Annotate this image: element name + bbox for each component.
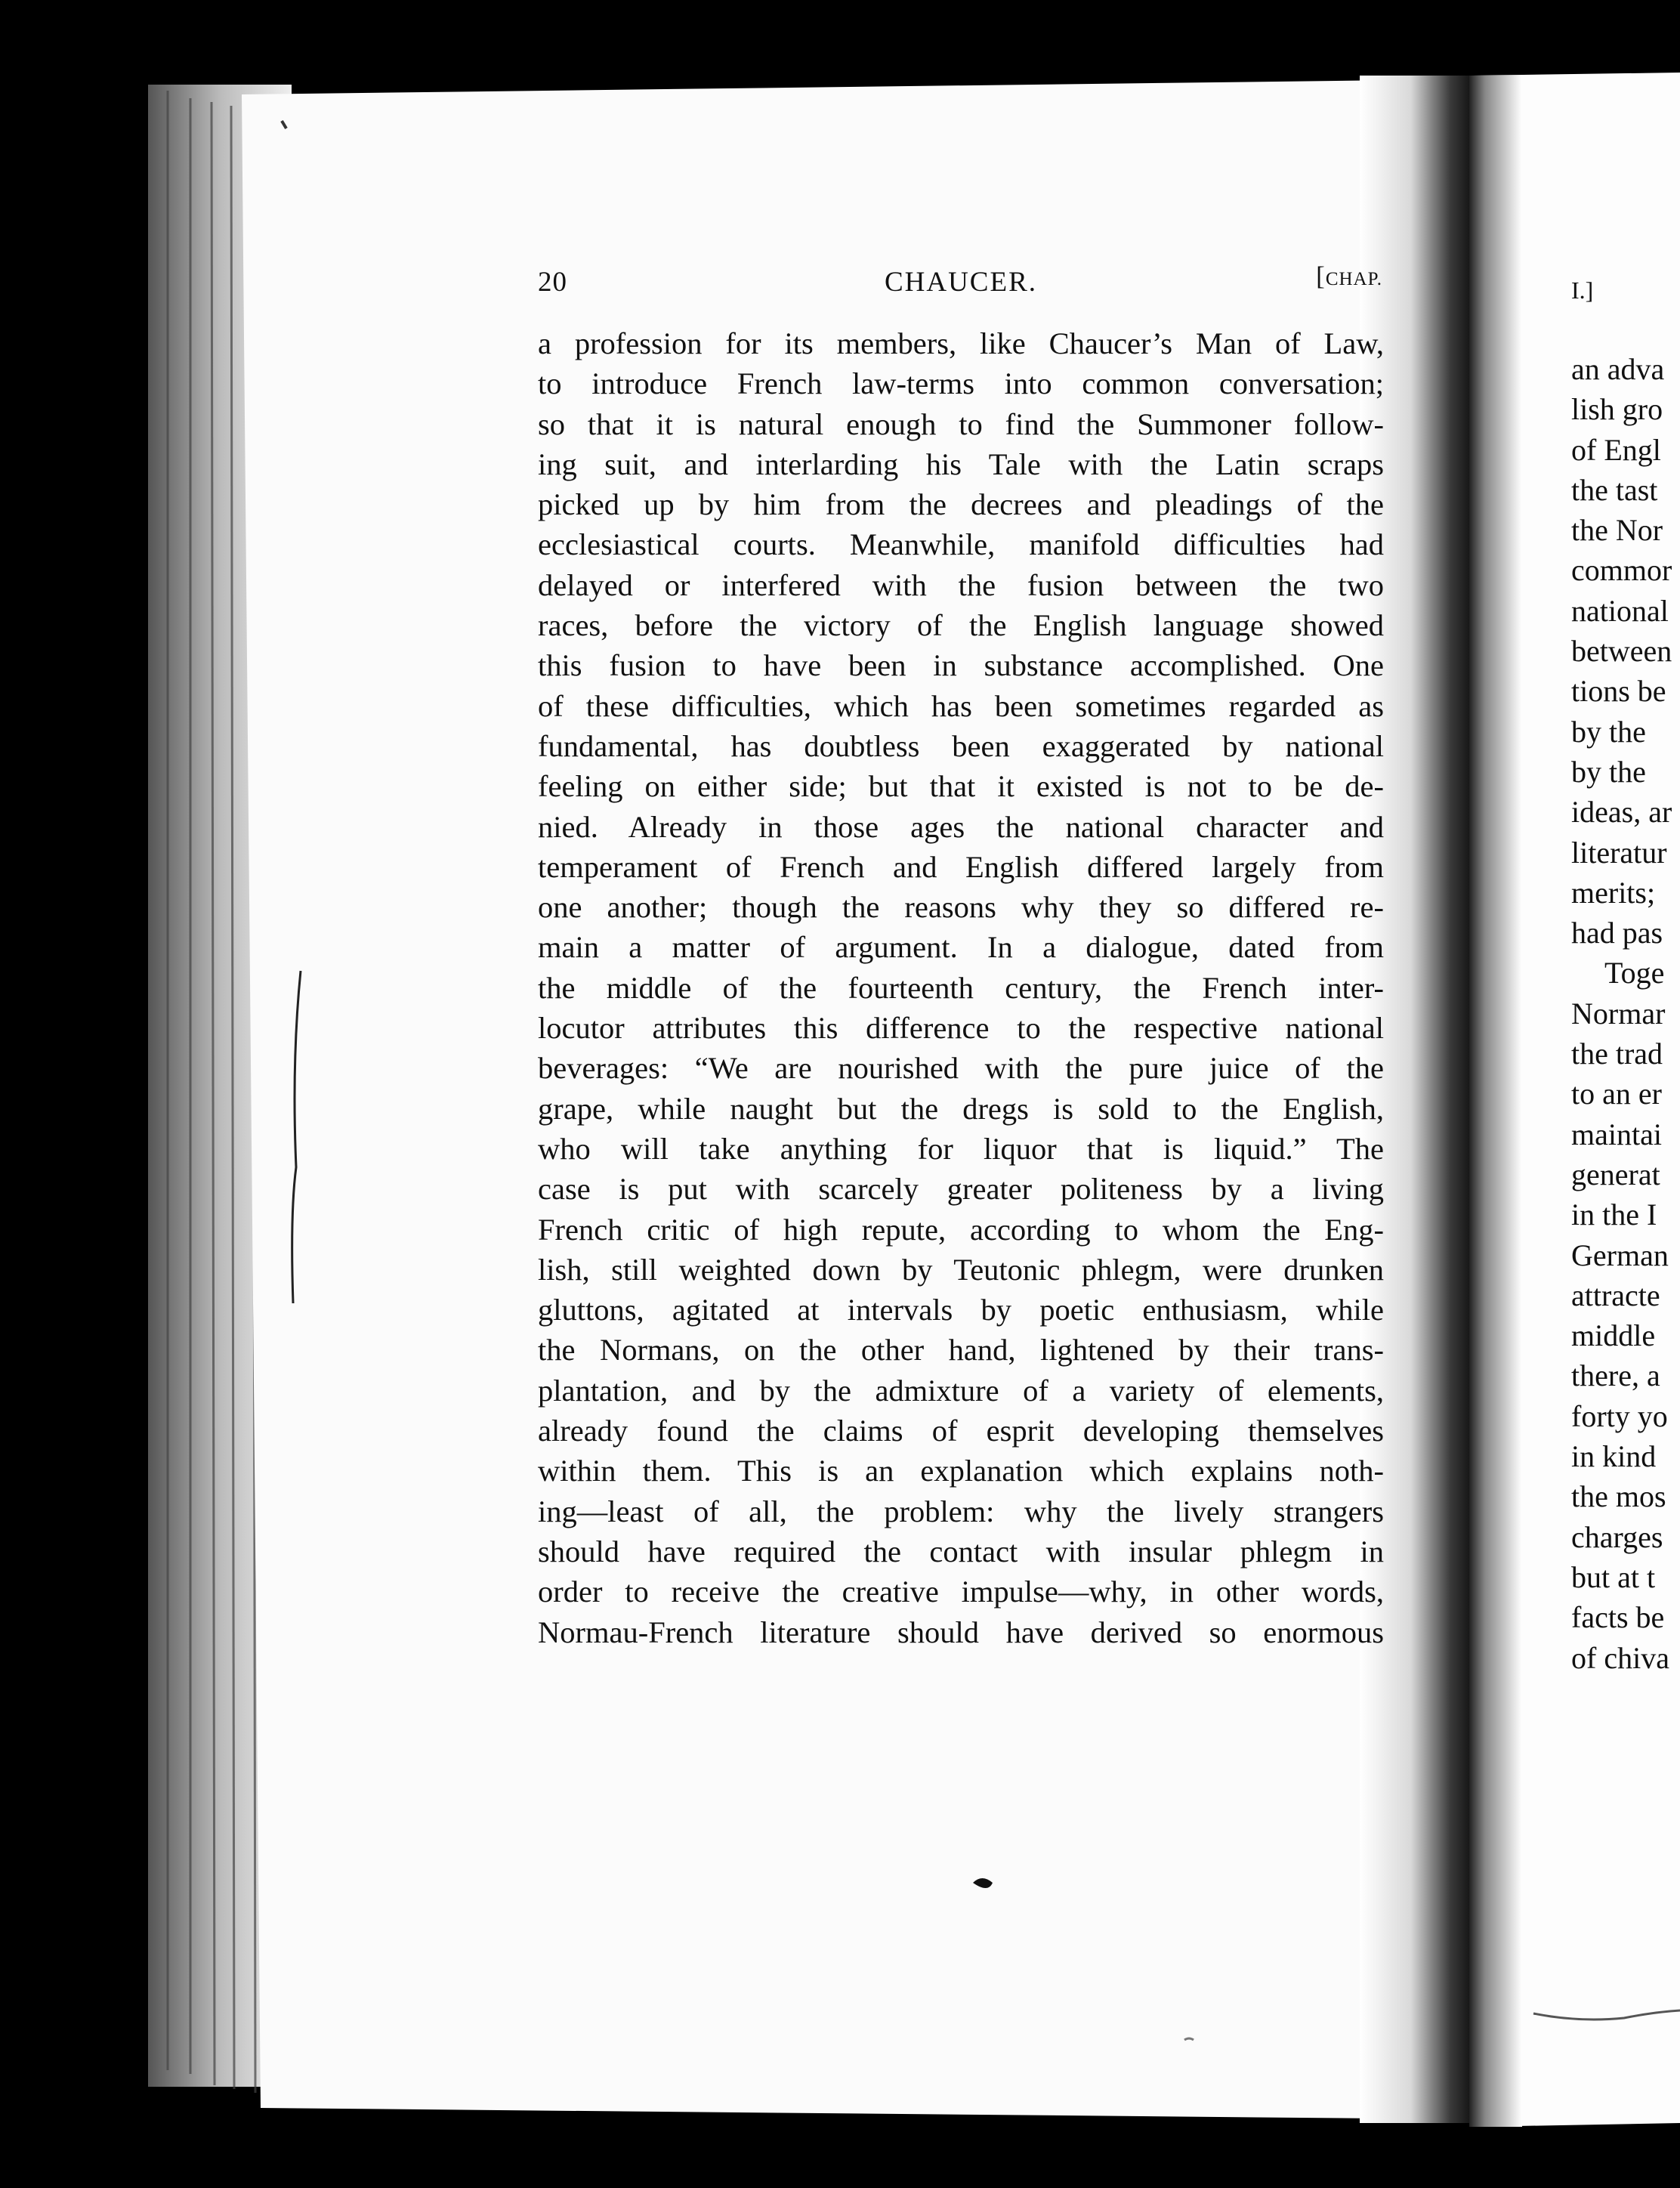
text-line: within them. This is an explanation which explains noth- <box>538 1454 1384 1488</box>
right-page-line: of chiva <box>1571 1640 1669 1675</box>
right-page-line: merits; <box>1571 875 1656 910</box>
right-page-line: charges <box>1571 1519 1663 1554</box>
right-page-line: lish gro <box>1571 392 1663 427</box>
text-line: one another; though the reasons why they so differed re- <box>538 890 1384 925</box>
text-line: fundamental, has doubtless been exaggerated by national <box>538 728 1384 763</box>
right-page-line: had pas <box>1571 916 1663 950</box>
right-page-line: forty yo <box>1571 1398 1668 1433</box>
right-page-line: in kind <box>1571 1439 1657 1474</box>
right-page-line: tions be <box>1571 674 1666 709</box>
text-line: a profession for its members, like Chaucer’s Man of Law, <box>538 326 1384 360</box>
right-page-line: between <box>1571 634 1672 669</box>
text-line: beverages: “We are nourished with the pure juice of the <box>538 1051 1384 1086</box>
right-page-line: the mos <box>1571 1479 1666 1514</box>
text-line: plantation, and by the admixture of a variety of elements, <box>538 1373 1384 1408</box>
text-line: races, before the victory of the English language showed <box>538 608 1384 643</box>
running-head <box>538 261 1384 311</box>
text-line: who will take anything for liquor that is liquid.” The <box>538 1131 1384 1166</box>
text-line: to introduce French law-terms into common conversation; <box>538 366 1384 401</box>
right-page-line: Toge <box>1604 956 1665 990</box>
right-page-line: generat <box>1571 1157 1660 1191</box>
text-line: ing—least of all, the problem: why the lively strangers <box>538 1494 1384 1528</box>
right-page-line: commor <box>1571 553 1672 588</box>
chapter-mark <box>1316 261 1382 292</box>
right-page-line: there, a <box>1571 1358 1660 1393</box>
body-text <box>538 323 1384 1652</box>
right-page-line: ideas, ar <box>1571 795 1672 830</box>
text-line: temperament of French and English differed largely from <box>538 849 1384 884</box>
text-line: Normau-French literature should have derived so enormous <box>538 1615 1384 1649</box>
text-line: the Normans, on the other hand, lightened by their trans- <box>538 1333 1384 1368</box>
text-line: the middle of the fourteenth century, the French inter- <box>538 970 1384 1005</box>
right-page-line: but at t <box>1571 1559 1656 1594</box>
chapter-mark-bracket: [ <box>1316 261 1326 291</box>
text-line: case is put with scarcely greater politeness by a living <box>538 1172 1384 1207</box>
page-number: 20 <box>538 267 567 298</box>
right-page-line: of Engl <box>1571 432 1661 467</box>
right-page-line: literatur <box>1571 835 1667 870</box>
right-page-line: maintai <box>1571 1117 1662 1151</box>
running-title: CHAUCER. <box>884 267 1038 298</box>
right-page-line: middle <box>1571 1318 1656 1353</box>
text-line: lish, still weighted down by Teutonic phlegm, were drunken <box>538 1252 1384 1287</box>
right-page-gutter <box>1469 76 1522 2127</box>
text-line: French critic of high repute, according to whom the Eng- <box>538 1212 1384 1247</box>
text-line: grape, while naught but the dregs is sold to the English, <box>538 1091 1384 1126</box>
right-page-line: national <box>1571 593 1669 628</box>
right-page-line: in the I <box>1571 1198 1657 1232</box>
right-page-line: the tast <box>1571 472 1658 507</box>
text-line: this fusion to have been in substance accomplished. One <box>538 648 1384 683</box>
text-line: gluttons, agitated at intervals by poetic enthusiasm, while <box>538 1293 1384 1327</box>
right-page-line: facts be <box>1571 1600 1665 1635</box>
right-page-lines <box>1571 349 1672 1678</box>
text-line: of these difficulties, which has been sometimes regarded as <box>538 688 1384 723</box>
right-page-line: an adva <box>1571 352 1665 386</box>
right-page-line: to an er <box>1571 1077 1662 1111</box>
text-line: already found the claims of esprit developing themselves <box>538 1414 1384 1448</box>
chapter-mark-text: CHAP. <box>1325 269 1382 289</box>
text-line: ing suit, and interlarding his Tale with the Latin scraps <box>538 447 1384 481</box>
right-page-line: by the <box>1571 754 1646 789</box>
right-page-line: by the <box>1571 714 1646 749</box>
text-line: locutor attributes this difference to the respective national <box>538 1011 1384 1046</box>
text-line: ecclesiastical courts. Meanwhile, manifold difficulties had <box>538 527 1384 562</box>
text-line: main a matter of argument. In a dialogue, dated from <box>538 930 1384 965</box>
right-page-line: attracte <box>1571 1278 1660 1312</box>
text-line: order to receive the creative impulse—why, in other words, <box>538 1575 1384 1609</box>
text-line: picked up by him from the decrees and pleadings of the <box>538 487 1384 522</box>
right-page-line: German <box>1571 1238 1669 1272</box>
right-page-chapter-mark: I.] <box>1571 277 1594 304</box>
right-page-line: Normar <box>1571 996 1666 1031</box>
text-line: feeling on either side; but that it existed is not to be de- <box>538 769 1384 804</box>
text-line: should have required the contact with insular phlegm in <box>538 1534 1384 1568</box>
text-line: nied. Already in those ages the national character and <box>538 809 1384 844</box>
text-line: delayed or interfered with the fusion between the two <box>538 567 1384 602</box>
right-page-line: the Nor <box>1571 513 1663 548</box>
text-line: so that it is natural enough to find the Summoner follow- <box>538 406 1384 441</box>
right-page-text <box>1571 277 1680 2014</box>
right-page-line: the trad <box>1571 1037 1663 1071</box>
